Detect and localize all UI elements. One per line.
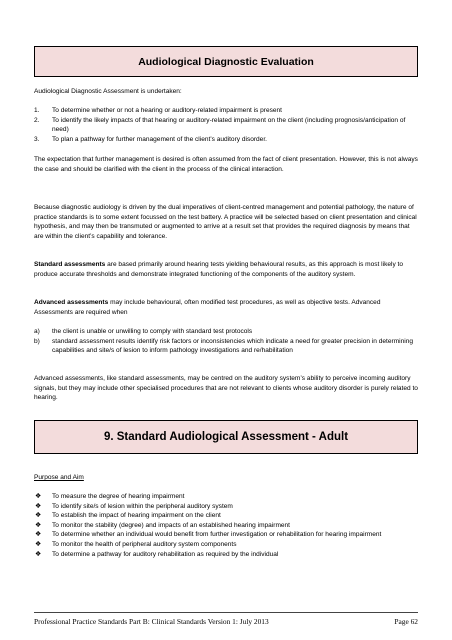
- diamond-bullet-icon: ❖: [35, 502, 42, 510]
- item-text: the client is unable or unwilling to comply with standard test protocols: [52, 328, 253, 335]
- footer-document-info: Professional Practice Standards Part B: Clinical Standards Version 1: July 2013: [34, 617, 269, 626]
- item-text: To monitor the stability (degree) and impacts of an established hearing impairment: [52, 521, 290, 529]
- purpose-aim-heading: Purpose and Aim: [34, 474, 84, 481]
- advanced-assessments-paragraph: [34, 298, 418, 317]
- diamond-bullet-icon: ❖: [35, 493, 42, 500]
- item-number: 3.: [34, 135, 40, 143]
- purpose-bullet-list: [34, 492, 418, 559]
- item-text: standard assessment results identify risk factors or inconsistencies which indicate a need for greater precision in determining capabilities and site/s of lesion to inform pathology investigations and re/habilitation: [52, 337, 413, 355]
- intro-text: Audiological Diagnostic Assessment is undertaken:: [34, 88, 182, 95]
- section-title-audiological-diagnostic-evaluation: Audiological Diagnostic Evaluation: [34, 46, 418, 77]
- list-item: [34, 116, 418, 135]
- diagnostic-paragraph: Because diagnostic audiology is driven by the dual imperatives of client-centred management and potential pathology, the nature of practice standards is to some extent focussed on the test battery. A practice will be selected based on client presentation and clinical hypothesis, and may then be transmuted or augmented to arrive at a result set that provides the required diagnosis by means that are within the client’s capability and tolerance.: [34, 204, 417, 240]
- list-item: [34, 337, 418, 356]
- item-text: To determine a pathway for auditory rehabilitation as required by the individual: [52, 550, 279, 558]
- item-text: To monitor the health of peripheral auditory system components: [52, 540, 237, 548]
- diamond-bullet-icon: ❖: [35, 531, 42, 539]
- list-item: [34, 135, 418, 145]
- diamond-bullet-icon: ❖: [35, 540, 42, 548]
- item-number: 2.: [34, 116, 40, 124]
- list-item: [34, 521, 418, 531]
- expectation-paragraph: The expectation that further management is desired is often assumed from the fact of client presentation. However, this is not always the case and should be clarified with the client in the process of the clinical interaction.: [34, 156, 418, 173]
- footer-divider: [34, 612, 418, 613]
- diamond-bullet-icon: ❖: [35, 512, 42, 520]
- list-item: [34, 327, 418, 337]
- final-paragraph: Advanced assessments, like standard assessments, may be centred on the auditory system’s ability to perceive incoming auditory signals, but they may include other specialised procedures that are not relevant to clients whose auditory disorder is purely related to hearing.: [34, 375, 418, 402]
- list-item: [34, 530, 418, 540]
- diamond-bullet-icon: ❖: [35, 550, 42, 558]
- footer-page-number: Page 62: [394, 617, 418, 626]
- item-text: To measure the degree of hearing impairment: [52, 493, 185, 500]
- item-text: To plan a pathway for further management of the client’s auditory disorder.: [52, 135, 267, 143]
- list-item: [34, 540, 418, 550]
- item-text: To identify site/s of lesion within the peripheral auditory system: [52, 502, 233, 510]
- advanced-assessments-term: Advanced assessments: [34, 299, 109, 306]
- diamond-bullet-icon: ❖: [35, 521, 42, 529]
- advanced-assessments-text: may include behavioural, often modified test procedures, as well as objective tests. Advanced Assessments are required when: [34, 299, 381, 316]
- item-text: To determine whether an individual would benefit from further investigation or rehabilitation for hearing impairment: [52, 531, 382, 539]
- list-item: [34, 106, 418, 116]
- item-text: To establish the impact of hearing impairment on the client: [52, 512, 221, 520]
- item-letter: b): [34, 337, 40, 345]
- list-item: [34, 502, 418, 512]
- purpose-list: [34, 106, 418, 144]
- advanced-conditions-list: [34, 327, 418, 356]
- item-text: To identify the likely impacts of that hearing or auditory-related impairment on the client (including prognosis/anticipation of need): [52, 116, 406, 134]
- list-item: [34, 511, 418, 521]
- section-title-standard-assessment-adult: 9. Standard Audiological Assessment - Adult: [34, 420, 418, 454]
- standard-assessments-term: Standard assessments: [34, 261, 106, 268]
- standard-assessments-text: are based primarily around hearing tests yielding behavioural results, as this approach is most likely to produce accurate thresholds and demonstrate integrated functioning of the components of the auditory system.: [34, 261, 403, 278]
- list-item: [34, 550, 418, 560]
- item-number: 1.: [34, 107, 40, 114]
- standard-assessments-paragraph: [34, 260, 418, 279]
- item-letter: a): [34, 328, 40, 335]
- list-item: [34, 492, 418, 502]
- item-text: To determine whether or not a hearing or auditory-related impairment is present: [52, 107, 282, 114]
